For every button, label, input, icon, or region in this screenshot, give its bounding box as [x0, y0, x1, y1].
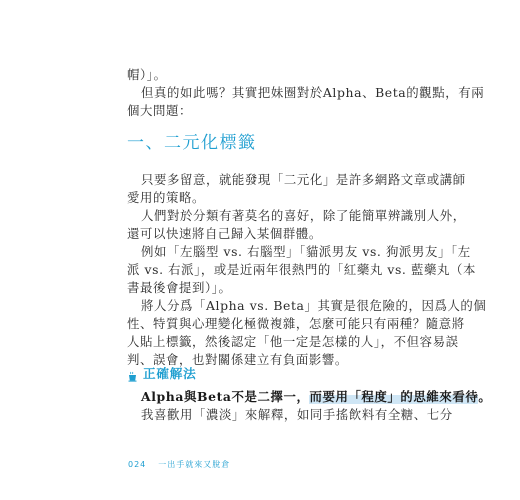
paragraph-line: 只要多留意，就能發現「二元化」是許多網路文章或講師 [141, 172, 466, 187]
paragraph-line: 但真的如此嗎？其實把妹圈對於Alpha、Beta的觀點，有兩 [141, 85, 485, 100]
running-title: 一出手就來又脫倉 [158, 460, 231, 469]
subheading: 正確解法 [143, 365, 197, 381]
paragraph-line: 我喜歡用「濃淡」來解釋，如同手搖飲料有全糖、七分 [141, 407, 453, 422]
highlighted-text: 而要用「程度」的思維來看待 [309, 389, 479, 404]
paragraph-line: 性、特質與心理變化極微複雜，怎麼可能只有兩種？隨意將 [127, 316, 465, 331]
paragraph-line: 愛用的策略。 [127, 190, 205, 205]
page-footer [128, 459, 230, 470]
paragraph-line: 人貼上標籤，然後認定「他一定是怎樣的人」，不但容易誤 [127, 334, 459, 349]
section-heading: 一、二元化標籤 [127, 133, 257, 153]
subheading-row [127, 362, 197, 382]
paragraph-line: 將人分爲「Alpha vs. Beta」其實是很危險的，因爲人的個 [141, 298, 487, 313]
bold-text: 。 [478, 389, 492, 404]
bold-text: Alpha與Beta不是二擇一， [141, 389, 310, 404]
paragraph-line: 還可以快速將自己歸入某個群體。 [127, 226, 322, 241]
paragraph-line: 人們對於分類有著莫名的喜好，除了能簡單辨識別人外， [141, 208, 466, 223]
page-number: 024 [128, 460, 147, 469]
paragraph-line: 判、誤會，也對關係建立有負面影響。 [127, 352, 348, 367]
paragraph-line: 個大問題： [127, 103, 192, 118]
paragraph-line: 例如「左腦型 vs. 右腦型」「貓派男友 vs. 狗派男友」「左 [141, 244, 471, 259]
paragraph-line-emphasis [141, 388, 491, 406]
paragraph-line: 派 vs. 右派」，或是近兩年很熱門的「紅藥丸 vs. 藍藥丸（本 [127, 262, 476, 277]
paragraph-line: 書最後會提到）」。 [127, 280, 232, 295]
paragraph-line: 帽）」。 [127, 67, 167, 82]
cup-icon [127, 367, 138, 378]
